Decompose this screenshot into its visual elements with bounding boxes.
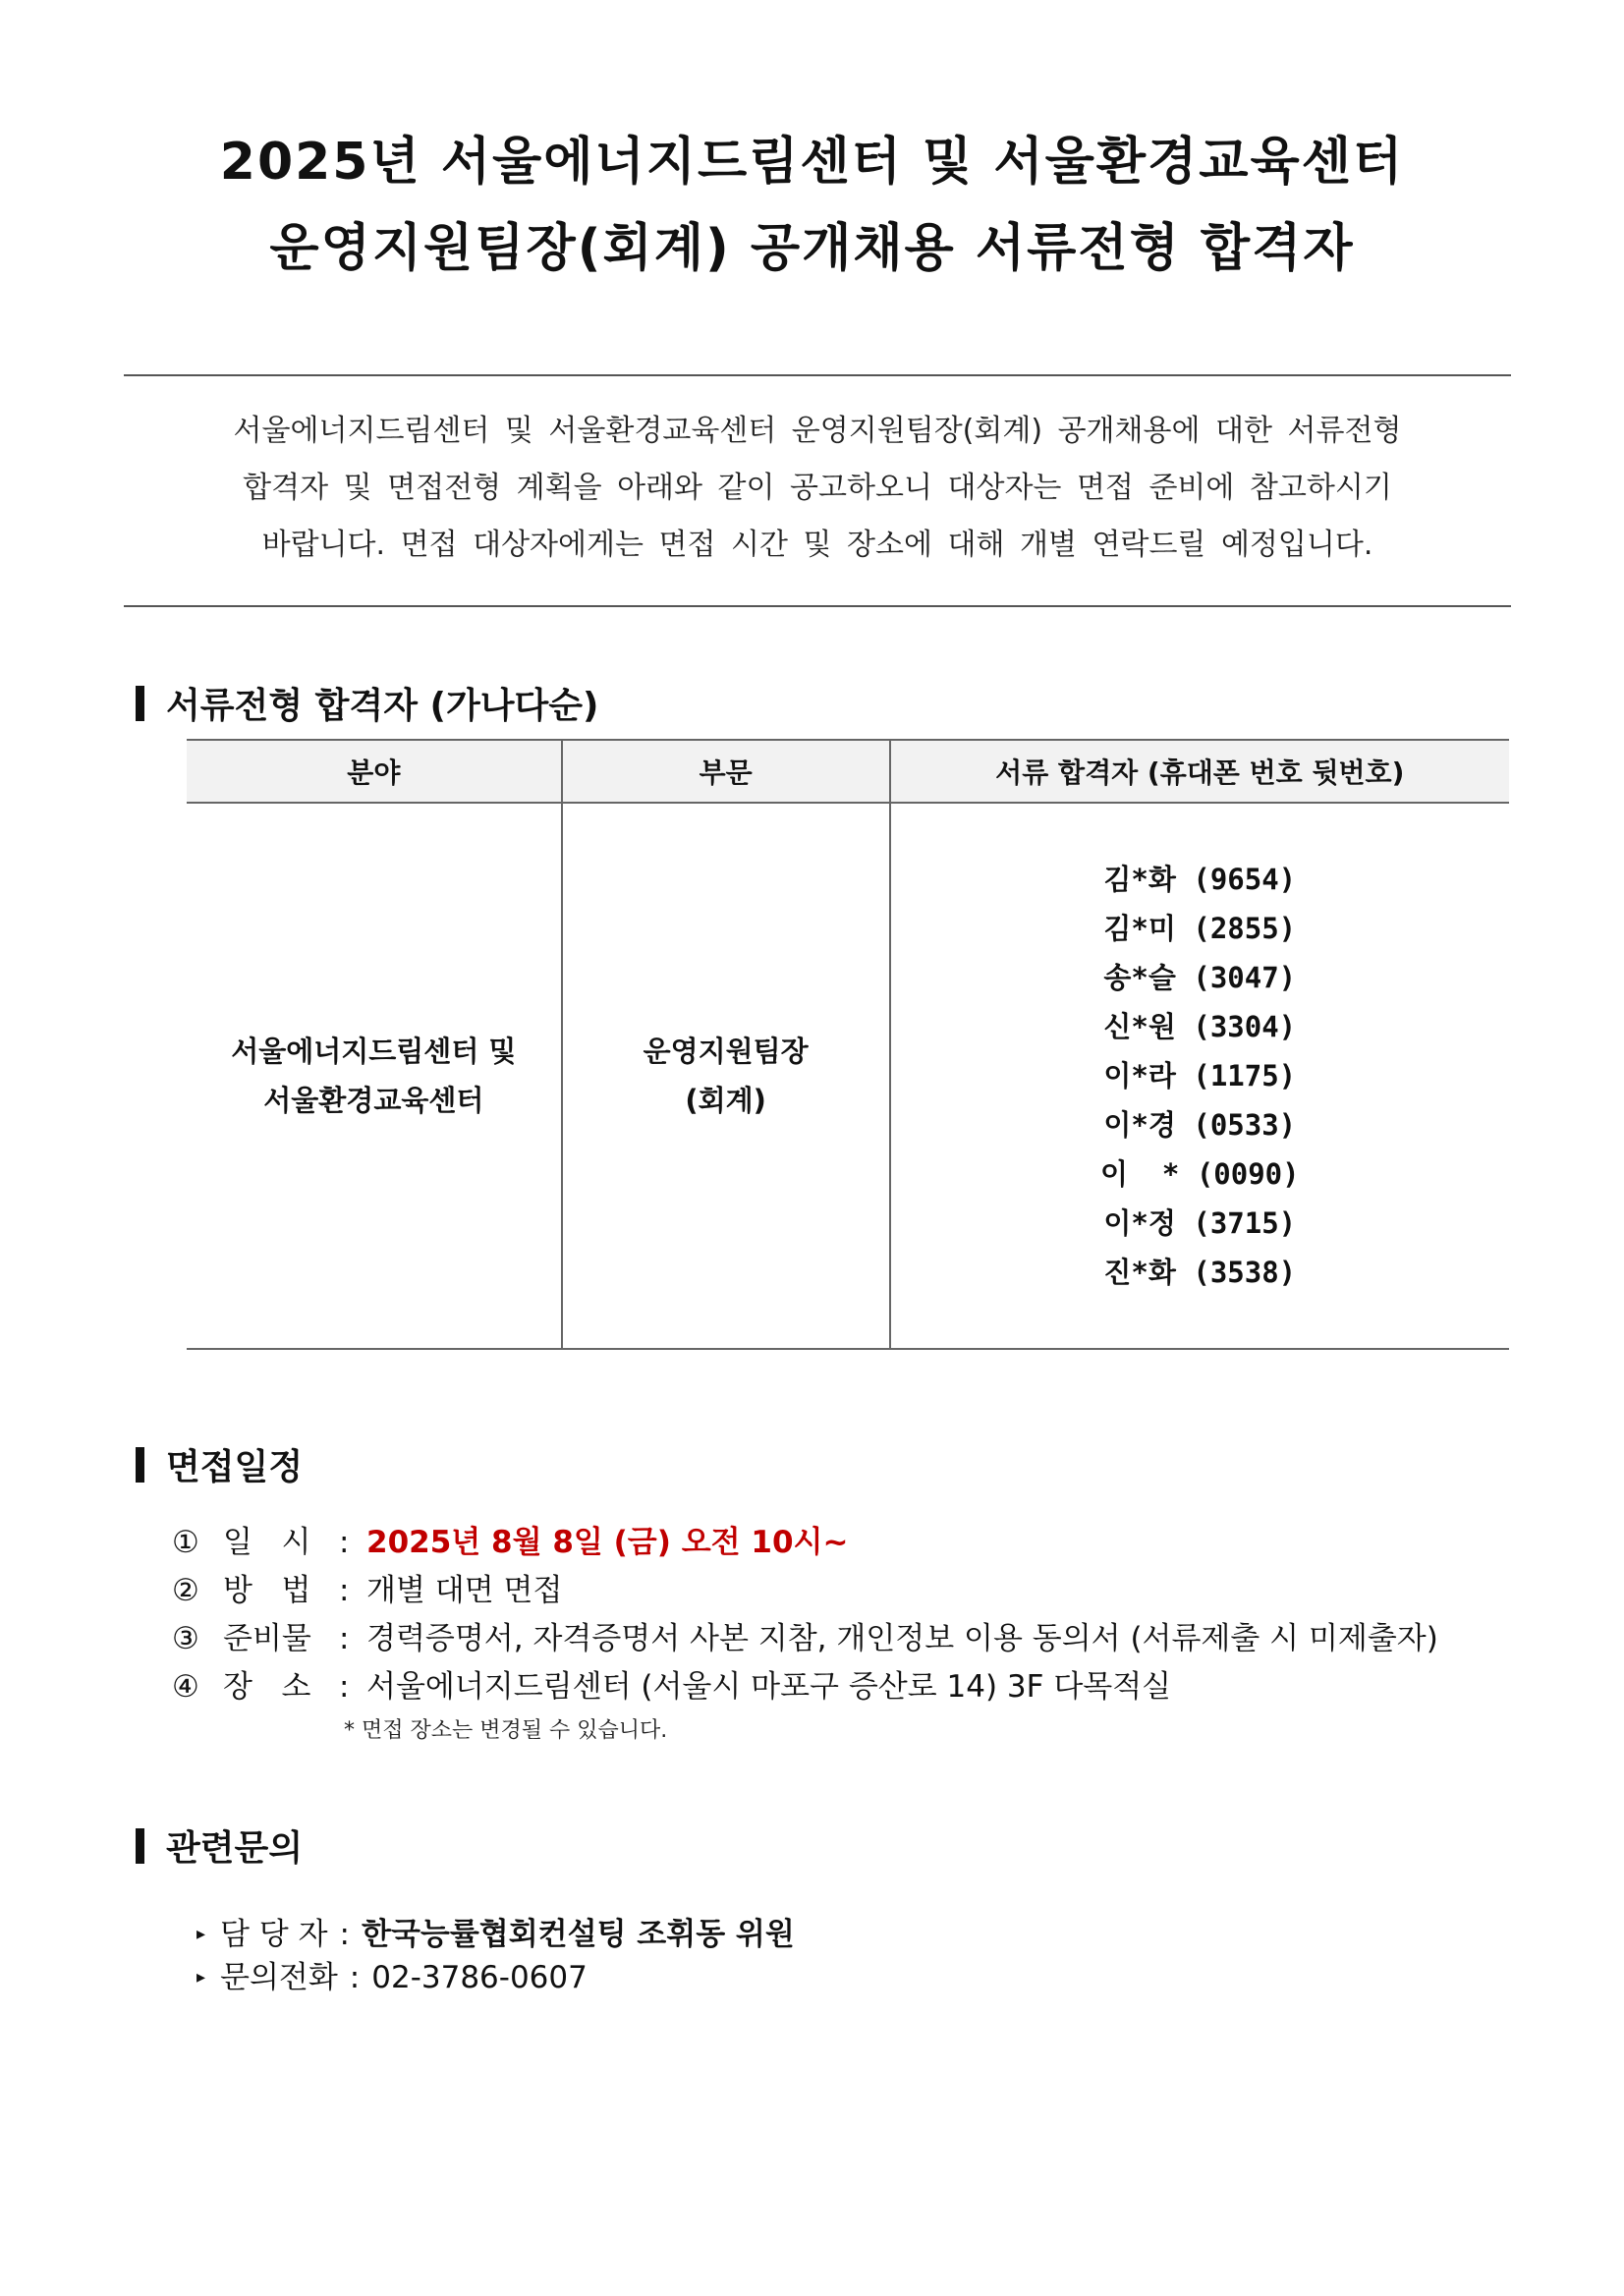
applicant-item: 진*화 (3538) bbox=[1103, 1256, 1297, 1289]
colon: : bbox=[339, 1669, 350, 1705]
section-bullet-bar bbox=[136, 1828, 144, 1864]
applicant-item: 이*정 (3715) bbox=[1103, 1206, 1297, 1240]
dept-line: 운영지원팀장 bbox=[643, 1035, 809, 1068]
section-bullet-bar bbox=[136, 686, 144, 721]
item-number: ① bbox=[172, 1525, 199, 1560]
contact-item-person bbox=[196, 1913, 795, 1956]
contact-label: 담 당 자 bbox=[220, 1917, 328, 1952]
table-header-dept: 부문 bbox=[562, 740, 890, 803]
colon: : bbox=[349, 1960, 361, 1995]
intro-line: 서울에너지드림센터 및 서울환경교육센터 운영지원팀장(회계) 공개채용에 대한 서류전형 bbox=[233, 414, 1402, 448]
item-label: 방 법 bbox=[223, 1573, 311, 1608]
section-bullet-bar bbox=[136, 1447, 144, 1483]
section-heading-text: 면접일정 bbox=[166, 1447, 304, 1487]
item-value: 경력증명서, 자격증명서 사본 지참, 개인정보 이용 동의서 (서류제출 시 미제출자) bbox=[366, 1621, 1438, 1656]
item-value: 개별 대면 면접 bbox=[366, 1573, 563, 1608]
results-table bbox=[187, 739, 1509, 1350]
applicant-item: 김*화 (9654) bbox=[1103, 863, 1297, 896]
intro-line: 합격자 및 면접전형 계획을 아래와 같이 공고하오니 대상자는 면접 준비에 참고하시기 bbox=[243, 471, 1392, 505]
table-header-row bbox=[187, 740, 1509, 803]
section-heading-contact bbox=[136, 1820, 303, 1871]
table-cell-dept bbox=[562, 803, 890, 1349]
table-cell-applicants bbox=[890, 803, 1509, 1349]
table-header-field: 분야 bbox=[187, 740, 562, 803]
field-line: 서울에너지드림센터 및 bbox=[231, 1035, 517, 1068]
document-title-line1: 2025년 서울에너지드림센터 및 서울환경교육센터 bbox=[219, 133, 1405, 192]
table-cell-field bbox=[187, 803, 562, 1349]
contact-value: 한국능률협회컨설팅 조휘동 위원 bbox=[362, 1917, 795, 1952]
schedule-item-location bbox=[172, 1663, 1438, 1711]
item-number: ④ bbox=[172, 1669, 199, 1705]
item-label: 장 소 bbox=[223, 1669, 311, 1705]
section-heading-text: 서류전형 합격자 (가나다순) bbox=[166, 686, 599, 726]
applicant-item: 송*슬 (3047) bbox=[1103, 961, 1297, 994]
document-title-line2: 운영지원팀장(회계) 공개채용 서류전형 합격자 bbox=[269, 219, 1355, 278]
item-value: 서울에너지드림센터 (서울시 마포구 증산로 14) 3F 다목적실 bbox=[366, 1669, 1172, 1705]
triangle-bullet-icon: ▸ bbox=[196, 1924, 206, 1944]
item-label: 일 시 bbox=[223, 1525, 311, 1560]
schedule-item-datetime bbox=[172, 1519, 1438, 1567]
contact-list bbox=[196, 1913, 795, 1999]
schedule-item-method bbox=[172, 1567, 1438, 1615]
contact-item-phone bbox=[196, 1956, 795, 1999]
contact-value: 02-3786-0607 bbox=[371, 1960, 588, 1995]
item-value: 2025년 8월 8일 (금) 오전 10시~ bbox=[366, 1525, 849, 1560]
table-row bbox=[187, 803, 1509, 1349]
section-heading-text: 관련문의 bbox=[166, 1828, 304, 1869]
table-header-applicants: 서류 합격자 (휴대폰 번호 뒷번호) bbox=[890, 740, 1509, 803]
contact-label: 문의전화 bbox=[220, 1960, 338, 1995]
section-heading-interview bbox=[136, 1439, 303, 1489]
applicant-item: 신*원 (3304) bbox=[1103, 1010, 1297, 1043]
applicant-item: 이*라 (1175) bbox=[1103, 1059, 1297, 1092]
divider-bottom bbox=[124, 605, 1511, 607]
schedule-item-materials bbox=[172, 1615, 1438, 1663]
location-note: * 면접 장소는 변경될 수 있습니다. bbox=[344, 1718, 668, 1743]
colon: : bbox=[339, 1917, 350, 1952]
item-number: ③ bbox=[172, 1621, 199, 1656]
colon: : bbox=[339, 1573, 350, 1608]
divider-top bbox=[124, 374, 1511, 376]
section-heading-results bbox=[136, 678, 599, 728]
colon: : bbox=[339, 1525, 350, 1560]
intro-paragraph bbox=[124, 403, 1511, 574]
triangle-bullet-icon: ▸ bbox=[196, 1967, 206, 1988]
intro-line: 바랍니다. 면접 대상자에게는 면접 시간 및 장소에 대해 개별 연락드릴 예정입니다. bbox=[261, 528, 1373, 562]
item-label: 준비물 bbox=[223, 1621, 311, 1656]
dept-line: (회계) bbox=[685, 1084, 766, 1117]
field-line: 서울환경교육센터 bbox=[263, 1084, 484, 1117]
applicant-item: 김*미 (2855) bbox=[1103, 912, 1297, 945]
applicant-item: 이 * (0090) bbox=[1099, 1157, 1300, 1191]
item-number: ② bbox=[172, 1573, 199, 1608]
applicant-item: 이*경 (0533) bbox=[1103, 1108, 1297, 1142]
colon: : bbox=[339, 1621, 350, 1656]
interview-schedule-list bbox=[172, 1519, 1438, 1711]
